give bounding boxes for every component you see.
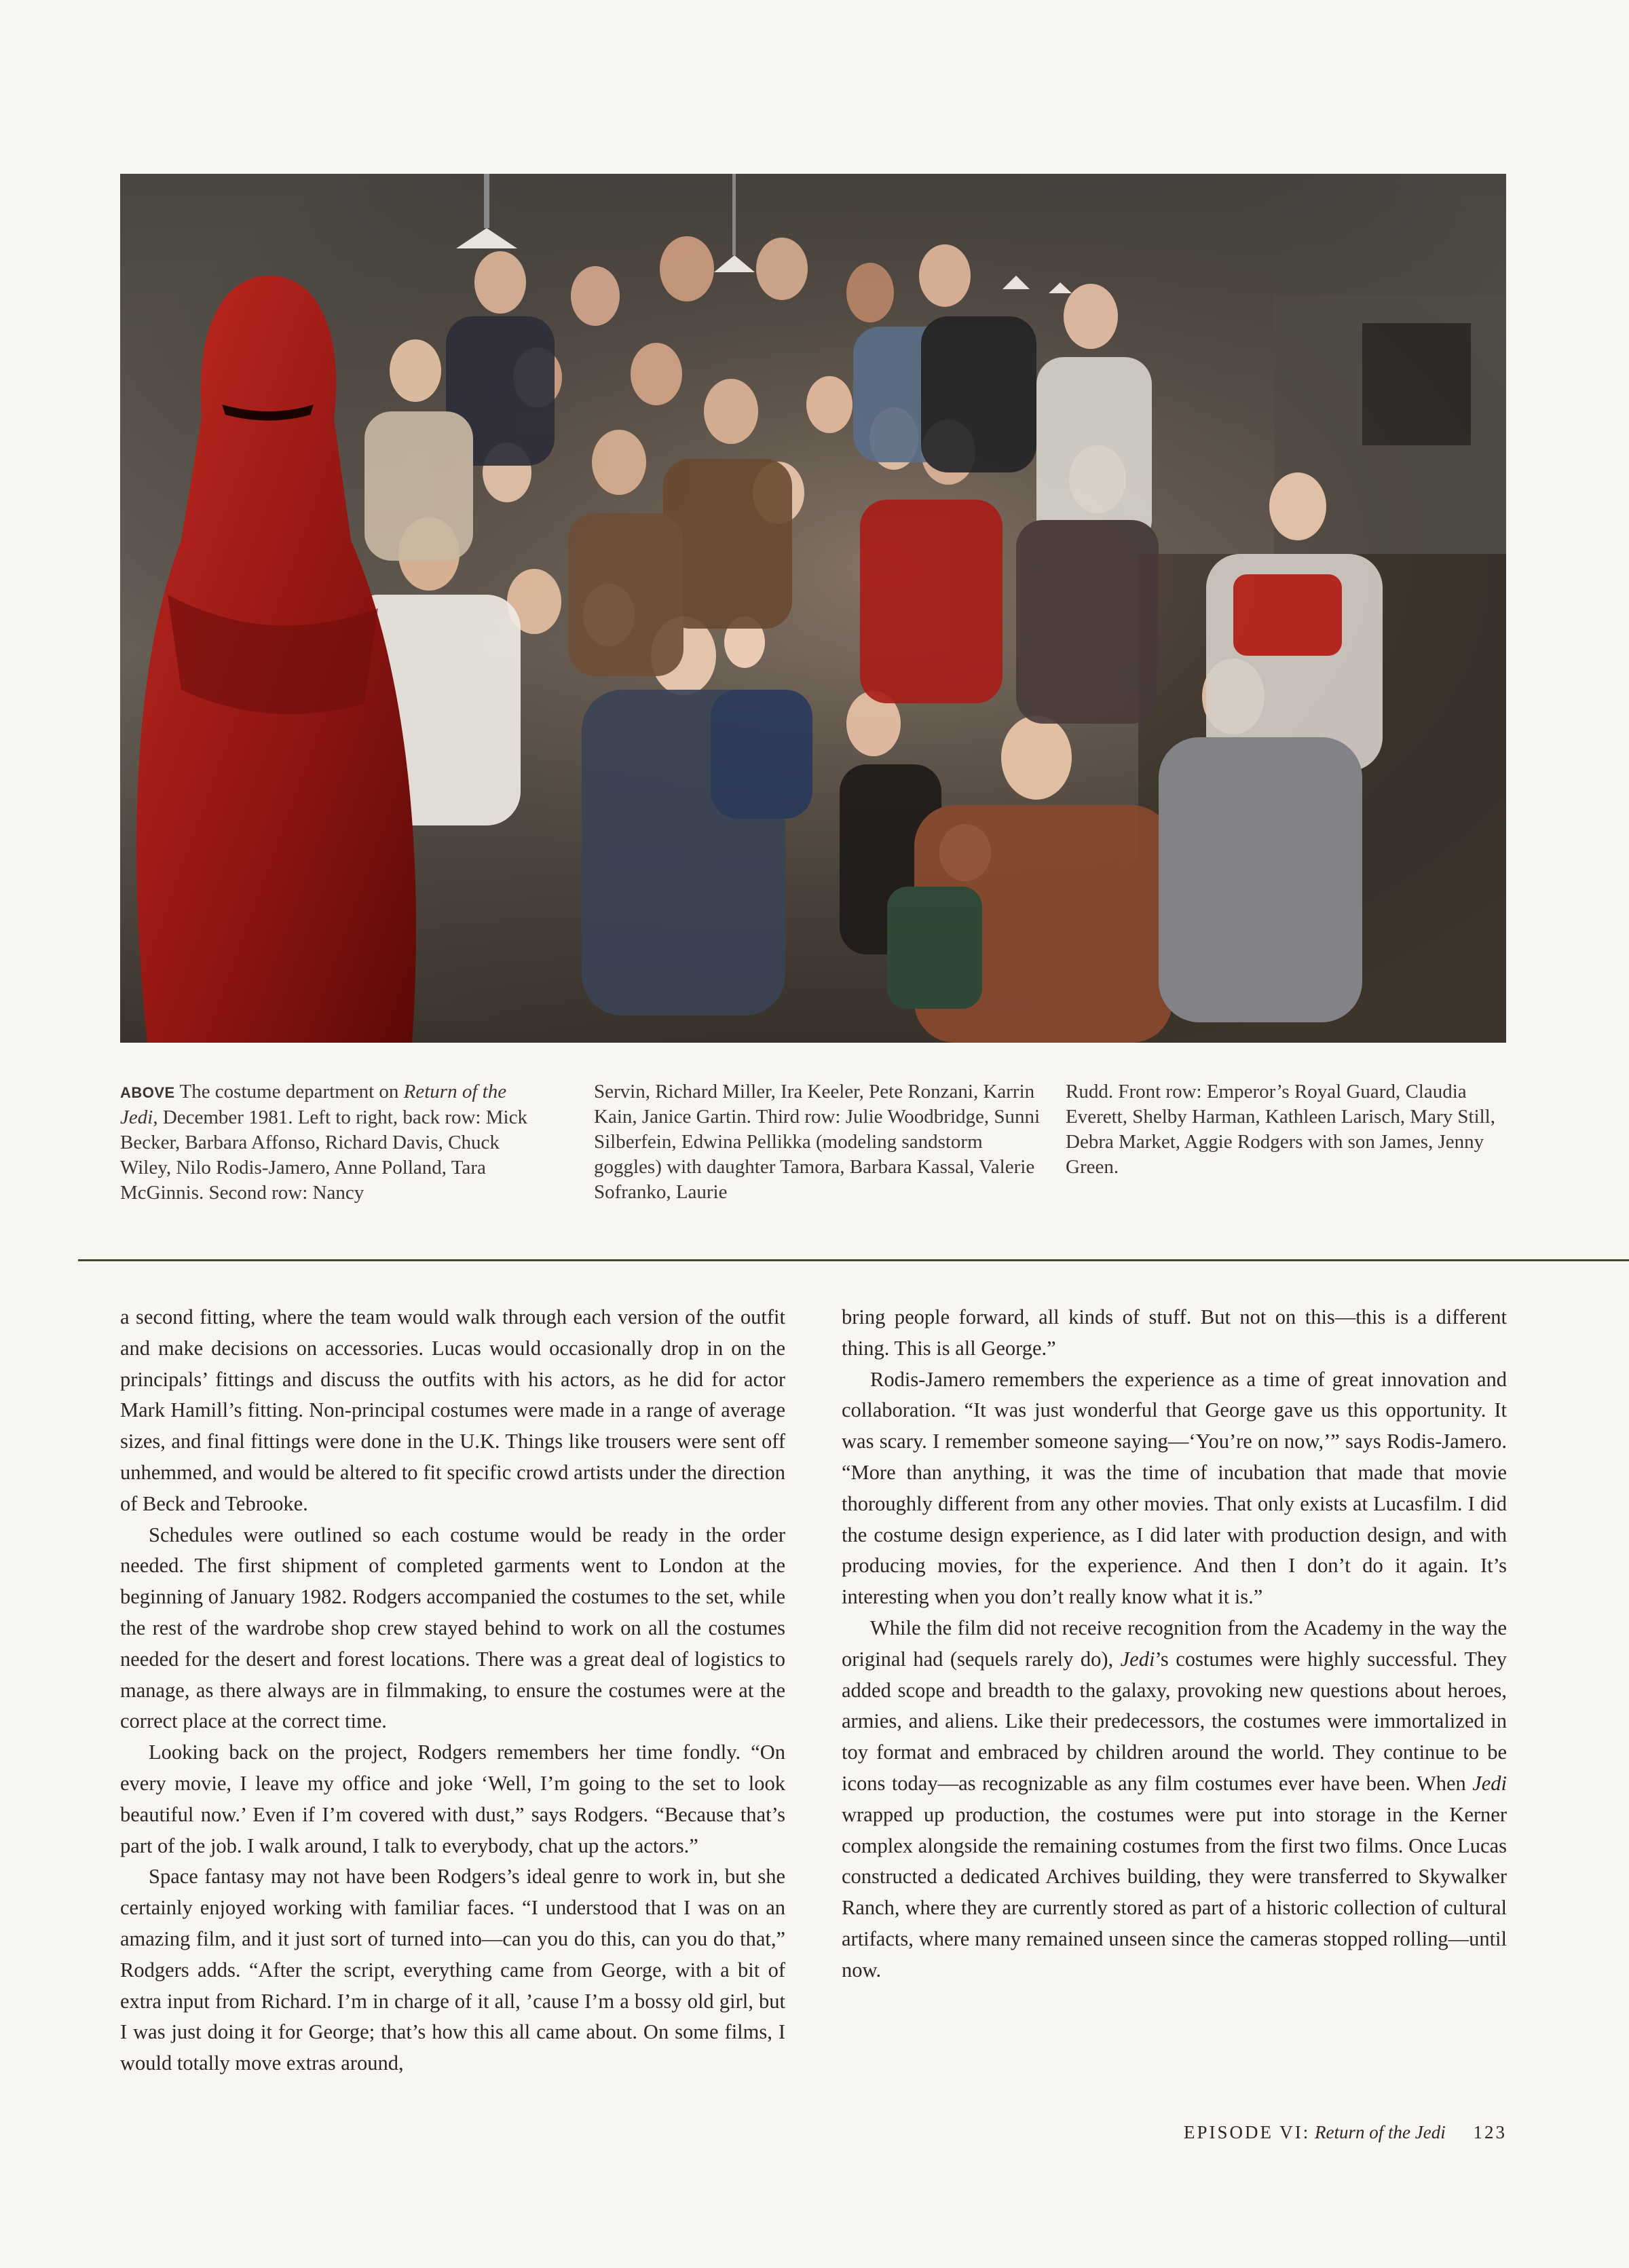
paragraph: Schedules were outlined so each costume would be ready in the order needed. The first shipment of completed garments went to London at the beginning of January 1982. Rodgers accompanied the costumes to the set, while the rest of the wardrobe shop crew stayed behind to work on all the costumes needed for the desert and forest locations. There was a great deal of logistics to manage, as there always are in filmmaking, to ensure the costumes were at the correct place at the correct time.: [120, 1523, 785, 1733]
photo-caption-part-2: Servin, Richard Miller, Ira Keeler, Pete Ronzani, Karrin Kain, Janice Gartin. Third row: Julie Woodbridge, Sunni Silberfein, Edwina Pellikka (modeling sandstorm goggles) with daughter Tamora, Barbara Kassal, Valerie Sofranko, Laurie: [594, 1081, 1041, 1203]
footer-episode: EPISODE VI:: [1184, 2122, 1311, 2142]
page-footer: [1184, 2122, 1507, 2143]
paragraph: Rodis-Jamero remembers the experience as a time of great innovation and collaboration. “It was just wonderful that George gave us this opportunity. It was scary. I remember someone saying—‘You’re on now,’” says Rodis-Jamero. “More than anything, it was the time of incubation that made that movie thoroughly different from any other movies. That only exists at Lucasfilm. I did the costume design experience, as I did later with production design, and with producing movies, for the experience. And then I don’t do it again. It’s interesting when you don’t really know what it is.”: [842, 1367, 1507, 1609]
section-divider: [78, 1259, 1629, 1261]
text-run: While the film did not receive recognition from the Academy in the way the original had (sequels rarely do),: [842, 1616, 1507, 1671]
paragraph: a second fitting, where the team would walk through each version of the outfit and make decisions on accessories. Lucas would occasionally drop in on the principals’ fittings and discuss the outfits with his actors, as he did for actor Mark Hamill’s fitting. Non-principal costumes were made in a range of average sizes, and final fittings were done in the U.K. Things like trousers were sent off unhemmed, and would be altered to fit specific crowd artists under the direction of Beck and Tebrooke.: [120, 1305, 785, 1515]
film-title: Jedi: [1120, 1647, 1155, 1671]
paragraph: bring people forward, all kinds of stuff. But not on this—this is a different thing. This is all George.”: [842, 1305, 1507, 1360]
body-column-left: [120, 1302, 785, 2079]
caption-film-title: Return of the Jedi: [120, 1081, 507, 1128]
paragraph: [842, 1613, 1507, 1986]
group-photo: [120, 174, 1506, 1043]
caption-text: The costume department on: [174, 1081, 404, 1102]
group-photo-icon: [120, 174, 1506, 1043]
paragraph: Space fantasy may not have been Rodgers’s ideal genre to work in, but she certainly enjoyed working with familiar faces. “I understood that I was on an amazing film, and it just sort of turned into—can you do this, can you do that,” Rodgers adds. “After the script, everything came from George, with a bit of extra input from Richard. I’m in charge of it all, ’cause I’m a bossy old girl, but I was just doing it for George; that’s how this all came about. On some films, I would totally move extras around,: [120, 1865, 785, 2075]
footer-title: Return of the Jedi: [1315, 2122, 1446, 2142]
body-column-right: [842, 1302, 1507, 1986]
film-title: Jedi: [1472, 1771, 1507, 1795]
text-run: wrapped up production, the costumes were put into storage in the Kerner complex alongside the remaining costumes from the first two films. Once Lucas constructed a dedicated Archives building, they were transferred to Skywalker Ranch, where they are currently stored as part of a historic collection of cultural artifacts, where many remained unseen since the cameras stopped rolling—until now.: [842, 1802, 1507, 1982]
caption-text: , December 1981. Left to right, back row: Mick Becker, Barbara Affonso, Richard Davis, Chuck Wiley, Nilo Rodis-Jamero, Anne Polland, Tara McGinnis. Second row: Nancy: [120, 1107, 527, 1204]
caption-label: ABOVE: [120, 1084, 175, 1101]
paragraph: Looking back on the project, Rodgers remembers her time fondly. “On every movie, I leave my office and joke ‘Well, I’m going to the set to look beautiful now.’ Even if I’m covered with dust,” says Rodgers. “Because that’s part of the job. I walk around, I talk to everybody, chat up the actors.”: [120, 1741, 785, 1857]
photo-caption-part-3: Rudd. Front row: Emperor’s Royal Guard, Claudia Everett, Shelby Harman, Kathleen Larisch, Mary Still, Debra Market, Aggie Rodgers with son James, Jenny Green.: [1066, 1081, 1495, 1178]
text-run: ’s costumes were highly successful. They added scope and breadth to the galaxy, provoking new questions about heroes, armies, and aliens. Like their predecessors, the costumes were immortalized in toy format and embraced by children around the world. They continue to be icons today—as recognizable as any film costumes ever have been. When: [842, 1647, 1507, 1795]
page-number: 123: [1473, 2122, 1507, 2142]
photo-caption-part-1: [120, 1079, 541, 1206]
